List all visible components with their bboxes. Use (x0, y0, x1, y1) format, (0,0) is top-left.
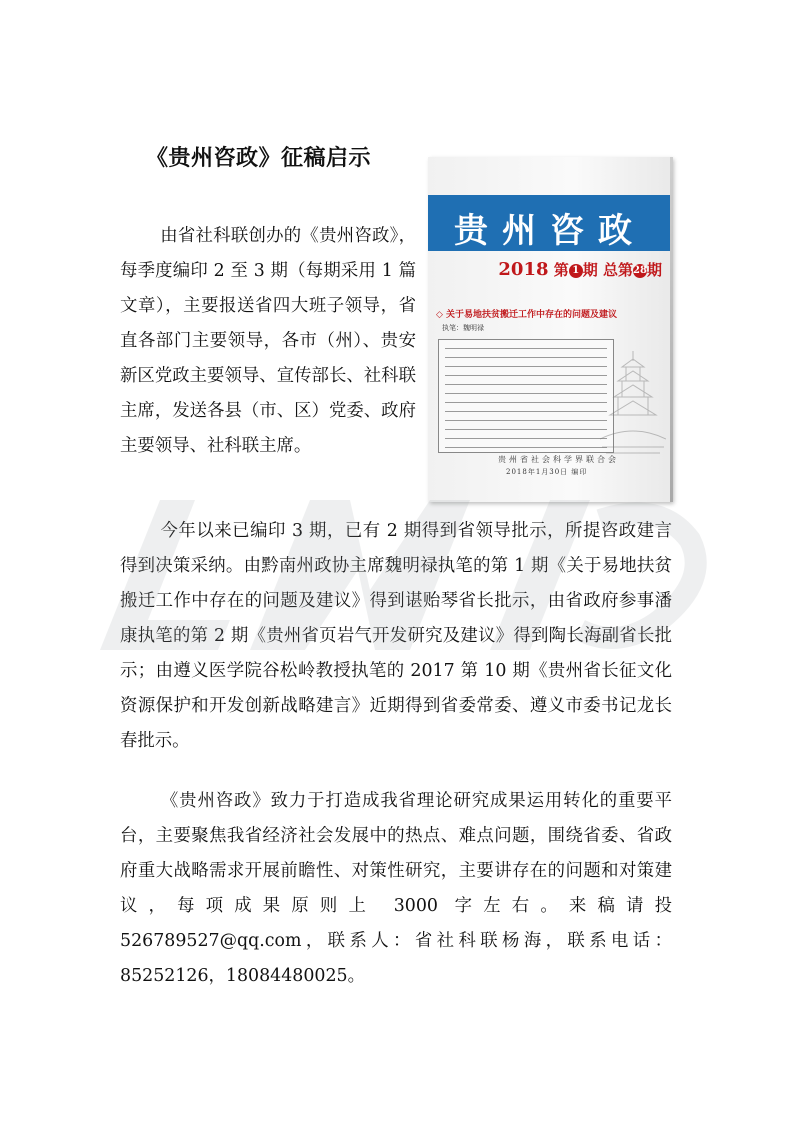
cover-issue-year: 2018 (498, 259, 549, 280)
cover-spine-shadow (670, 157, 673, 502)
paragraph-3-text: 《贵州咨政》致力于打造成我省理论研究成果运用转化的重要平台，主要聚焦我省经济社会发展中的热点、难点问题，围绕省委、省政府重大战略需求开展前瞻性、对策性研究，主要讲存在的问题和对策建议，每项成果原则上 3000 字左右。来稿请投 526789527@qq.com，联系人：省社科联杨海，联系电话：85252126，18084480025。 (120, 791, 672, 986)
cover-headline: ◇ 关于易地扶贫搬迁工作中存在的问题及建议 (436, 310, 618, 320)
magazine-cover (428, 157, 672, 502)
page-title: 《贵州咨政》征稿启示 (146, 146, 372, 171)
cover-issue-pre: 第 (553, 261, 569, 279)
intro-text: 由省社科联创办的《贵州咨政》，每季度编印 2 至 3 期（每期采用 1 篇文章），主要报送省四大班子领导，省直各部门主要领导，各市（州）、贵安新区党政主要领导、宣传部长、社科联主席，发送各县（市、区）党委、政府主要领导、社科联主席。 (120, 226, 416, 456)
cover-author: 执笔：魏明禄 (442, 324, 484, 332)
cover-issue-number: 1 (569, 264, 583, 278)
intro-paragraph (120, 219, 416, 464)
body-paragraph-2 (120, 514, 672, 759)
cover-abstract-box (438, 339, 614, 453)
cover-issue-total: 28 (633, 265, 647, 276)
cover-issue-post: 期 (646, 261, 662, 279)
cover-publisher: 贵州省社会科学界联合会 (498, 455, 619, 464)
pagoda-skyline-illustration (600, 347, 666, 457)
paragraph-2-text: 今年以来已编印 3 期，已有 2 期得到省领导批示，所提咨政建言得到决策采纳。由黔南州政协主席魏明禄执笔的第 1 期《关于易地扶贫搬迁工作中存在的问题及建议》得到谌贻琴省长批示，由省政府参事潘康执笔的第 2 期《贵州省页岩气开发研究及建议》得到陶长海副省长批示；由遵义医学院谷松岭教授执笔的 2017 第 10 期《贵州省长征文化资源保护和开发创新战略建言》近期得到省委常委、遵义市委书记龙长春批示。 (120, 521, 672, 751)
cover-date: 2018年1月30日 编印 (506, 468, 588, 476)
cover-issue-mid: 期 总第 (582, 261, 633, 279)
cover-magazine-name: 贵州咨政 (454, 211, 646, 251)
body-paragraph-3 (120, 784, 672, 994)
cover-issue-label (498, 259, 662, 280)
